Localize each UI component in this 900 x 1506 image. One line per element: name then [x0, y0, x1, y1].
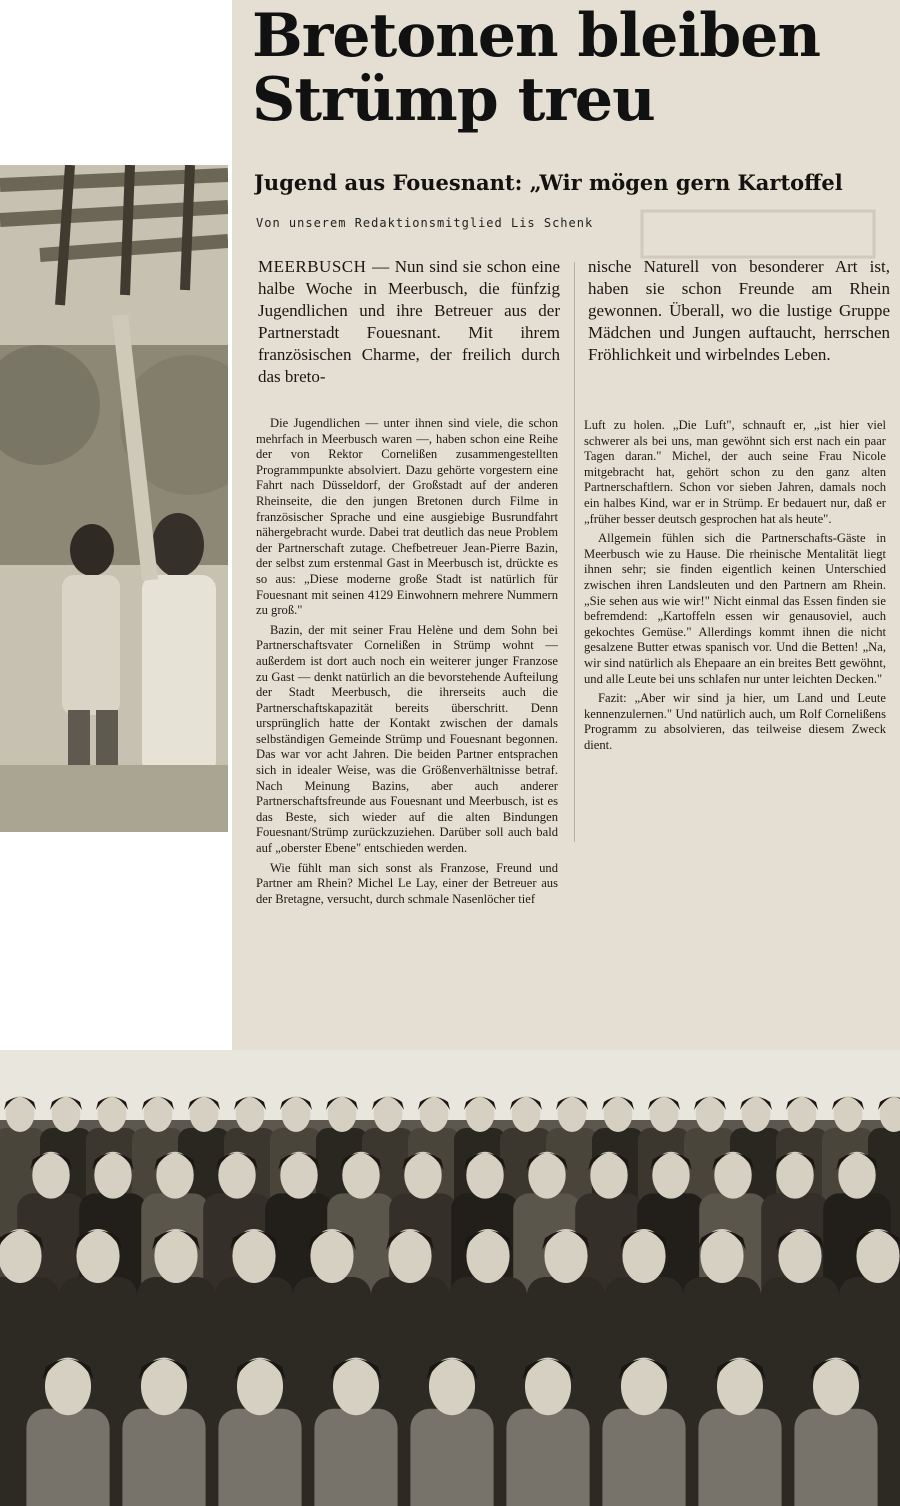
- article-paragraph: Allgemein fühlen sich die Partnerschafts-Gäste in Meerbusch wie zu Hause. Die rheinische Mentalität liegt ihnen sehr; sie finden eigentlich keinen Unterschied zwischen ihren Landsleuten und den Partnern am Rhein. „Sie sehen aus wie wir!" Nicht einmal das Essen finden sie befremdend: „Kartoffeln essen wir genausoviel, auch gekochtes Gemüse." Allerdings kommt ihnen die nicht gesalzene Butter etwas spanisch vor. Und die Betten! „Na, wir sind natürlich als Ehepaare an ein breites Bett gewöhnt, und alle Leute bei uns schlafen nur unter leichten Decken.": [584, 531, 886, 686]
- person-body: [122, 1409, 205, 1506]
- person-body: [26, 1409, 109, 1506]
- subheadline: Jugend aus Fouesnant: „Wir mögen gern Kartoffel: [254, 170, 843, 195]
- article-paragraph: Luft zu holen. „Die Luft", schnauft er, „ist hier viel schwerer als bei uns, man gewöhnt sich erst nach ein paar Tagen daran." Michel, der auch seine Frau Nicole mitgebracht hat, gehört schon zu den ganz alten Partnerschaftlern. Schon vor sieben Jahren, damals noch ein halbes Kind, war er in Strümp. Er bedauert nur, daß er „früher besser deutsch gesprochen hat als heute".: [584, 418, 886, 526]
- article-paragraph: Bazin, der mit seiner Frau Helène und dem Sohn bei Partnerschaftsvater Cornelißen in Strümp wohnt — außerdem ist dort auch noch ein weiterer junger Franzose zu Gast — denkt natürlich an die bevorstehende Aufteilung der Stadt Meerbusch, die ihrerseits auch die Partnerschaftskapazität bereits überschritt. Denn ursprünglich hatte der Kontakt zwischen der damals selbständigen Gemeinde Strümp und Fouesnant begonnen. Das war vor acht Jahren. Die beiden Partner entsprachen sich in idealer Weise, was die Größenverhältnisse betraf. Nach Meinung Bazins, aber auch anderer Partnerschaftsfreunde aus Fouesnant und Meerbusch, ist es das Beste, sich wieder auf die alten Bindungen Fouesnant/Strümp zurückzuziehen. Darüber soll auch bald auf „oberster Ebene" entschieden werden.: [256, 622, 558, 856]
- person-body: [410, 1409, 493, 1506]
- article-paragraph: Die Jugendlichen — unter ihnen sind viele, die schon mehrfach in Meerbusch waren —, haben schon eine Reihe der von Rektor Cornelißen zusammengestellten Programmpunkte absolviert. Dazu gehörte vorgestern eine Fahrt nach Düsseldorf, der Großstadt auf der anderen Rheinseite, die den jungen Bretonen durch Filme in französischer Sprache und eine ausgiebige Busrundfahrt nähergebracht wurde. Dabei trat deutlich das neue Problem der Partnerschaft zutage. Chefbetreuer Jean-Pierre Bazin, der selbst zum erstenmal Gast in Meerbusch ist, drückte es so aus: „Diese moderne große Stadt ist natürlich für Fouesnant mit seinen 4129 Einwohnern mehrere Nummern zu groß.": [256, 416, 558, 618]
- article-paragraph: Wie fühlt man sich sonst als Franzose, Freund und Partner am Rhein? Michel Le Lay, einer der Betreuer aus der Bretagne, versucht, durch schmale Nasenlöcher tief: [256, 860, 558, 906]
- dateline: MEERBUSCH —: [258, 257, 390, 276]
- crowd-figures: [0, 1096, 900, 1506]
- byline: Von unserem Redaktionsmitglied Lis Schenk: [256, 216, 594, 230]
- article-column-left: [256, 416, 558, 911]
- article-paragraph: Fazit: „Aber wir sind ja hier, um Land und Leute kennenzulernen." Und natürlich auch, um Rolf Cornelißens Programm zu absolvieren, das teilweise diesem Zweck dient.: [584, 691, 886, 752]
- person-body: [602, 1409, 685, 1506]
- lead-paragraph-right: nische Naturell von besonderer Art ist, haben sie schon Freunde am Rhein gewonnen. Überall, wo die lustige Gruppe Mädchen und Jungen auftaucht, herrschen Fröhlichkeit und wirbelndes Leben.: [588, 257, 890, 364]
- lead-paragraph-left: [258, 256, 560, 388]
- column-divider: [574, 262, 575, 842]
- person-body: [314, 1409, 397, 1506]
- group-photo-image: [0, 1050, 900, 1506]
- person-body: [698, 1409, 781, 1506]
- person-body: [794, 1409, 877, 1506]
- headline: Bretonen bleiben Strümp treu: [252, 1, 821, 135]
- playground-photo: [0, 165, 228, 832]
- lead-text-left: Nun sind sie schon eine halbe Woche in Meerbusch, die fünfzig Jugendlichen und ihre Betreuer aus der Partnerstadt Fouesnant. Mit ihrem französischen Charme, der freilich durch das breto-: [258, 257, 560, 386]
- article-column-right: [584, 418, 886, 757]
- person-body: [218, 1409, 301, 1506]
- group-photo: [0, 1050, 900, 1506]
- playground-photo-image: [0, 165, 228, 832]
- person-body: [506, 1409, 589, 1506]
